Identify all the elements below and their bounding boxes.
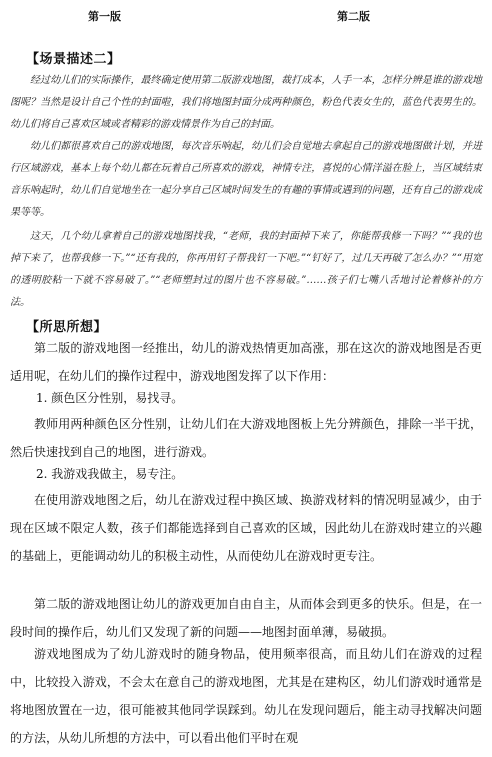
- scene-paragraph-2: 幼儿们都很喜欢自己的游戏地图，每次音乐响起，幼儿们会自觉地去拿起自己的游戏地图做计划，并进行区域游戏，基本上每个幼儿都在玩着自己所喜欢的游戏，神情专注，喜悦的心情洋溢在脸上，当区域结束音乐响起时，幼儿们自觉地坐在一起分享自己区域时间发生的有趣的事情或遇到的问题，还有自己的游戏成果等等。: [10, 141, 482, 218]
- analysis-paragraph-b: 游戏地图成为了幼儿游戏时的随身物品，使用频率很高，而且幼儿们在游戏的过程中，比较投入游戏，不会太在意自己的游戏地图，尤其是在建构区，幼儿们游戏时通常是将地图放置在一边，很可能被其他同学误踩到。幼儿在发现问题后，能主动寻找解决问题的方法，从幼儿所想的方法中，可以看出他们平时在观: [10, 647, 482, 745]
- version-header: [0, 8, 492, 26]
- version-one-label: 第一版: [88, 10, 121, 23]
- analysis-paragraph-a: 第二版的游戏地图让幼儿的游戏更加自由自主，从而体会到更多的快乐。但是，在一段时间的操作后，幼儿们又发现了新的问题——地图封面单薄，易破损。: [10, 597, 482, 639]
- scene-heading: 【场景描述二】: [26, 52, 121, 67]
- scene-paragraph-1: 经过幼儿们的实际操作，最终确定使用第二版游戏地图，裁打成本，人手一本，怎样分辨是谁的游戏地图呢？当然是设计自己个性的封面啦，我们将地图封面分成两种颜色，粉色代表女生的，蓝色代表男生的。幼儿们将自己喜欢区域或者精彩的游戏情景作为自己的封面。: [10, 75, 482, 130]
- point-2-title: 2. 我游戏我做主，易专注。: [36, 467, 184, 481]
- point-1-title: 1. 颜色区分性别，易找寻。: [36, 391, 184, 405]
- scene-paragraph-3: 这天，几个幼儿拿着自己的游戏地图找我，“老师，我的封面掉下来了，你能帮我修一下吗？”“我的也掉下来了，也帮我修一下。”“还有我的，你再用钉子帮我钉一下吧。”“钉好了，过几天再破了怎么办？”“用宽的透明胶粘一下就不容易破了。”“老师塑封过的图片也不容易破。”……孩子们七嘴八舌地讨论着修补的方法。: [10, 231, 482, 308]
- version-two-label: 第二版: [337, 10, 370, 23]
- analysis-heading: 【所思所想】: [26, 320, 108, 335]
- point-1-text: 教师用两种颜色区分性别，让幼儿们在大游戏地图板上先分辨颜色，排除一半干扰，然后快速找到自己的地图，进行游戏。: [10, 417, 482, 459]
- analysis-intro: 第二版的游戏地图一经推出，幼儿的游戏热情更加高涨，那在这次的游戏地图是否更适用呢，在幼儿们的操作过程中，游戏地图发挥了以下作用：: [10, 341, 482, 383]
- point-2-text: 在使用游戏地图之后，幼儿在游戏过程中换区域、换游戏材料的情况明显减少，由于现在区域不限定人数，孩子们都能选择到自己喜欢的区域，因此幼儿在游戏时建立的兴趣的基础上，更能调动幼儿的积极主动性，从而使幼儿在游戏时更专注。: [10, 493, 482, 563]
